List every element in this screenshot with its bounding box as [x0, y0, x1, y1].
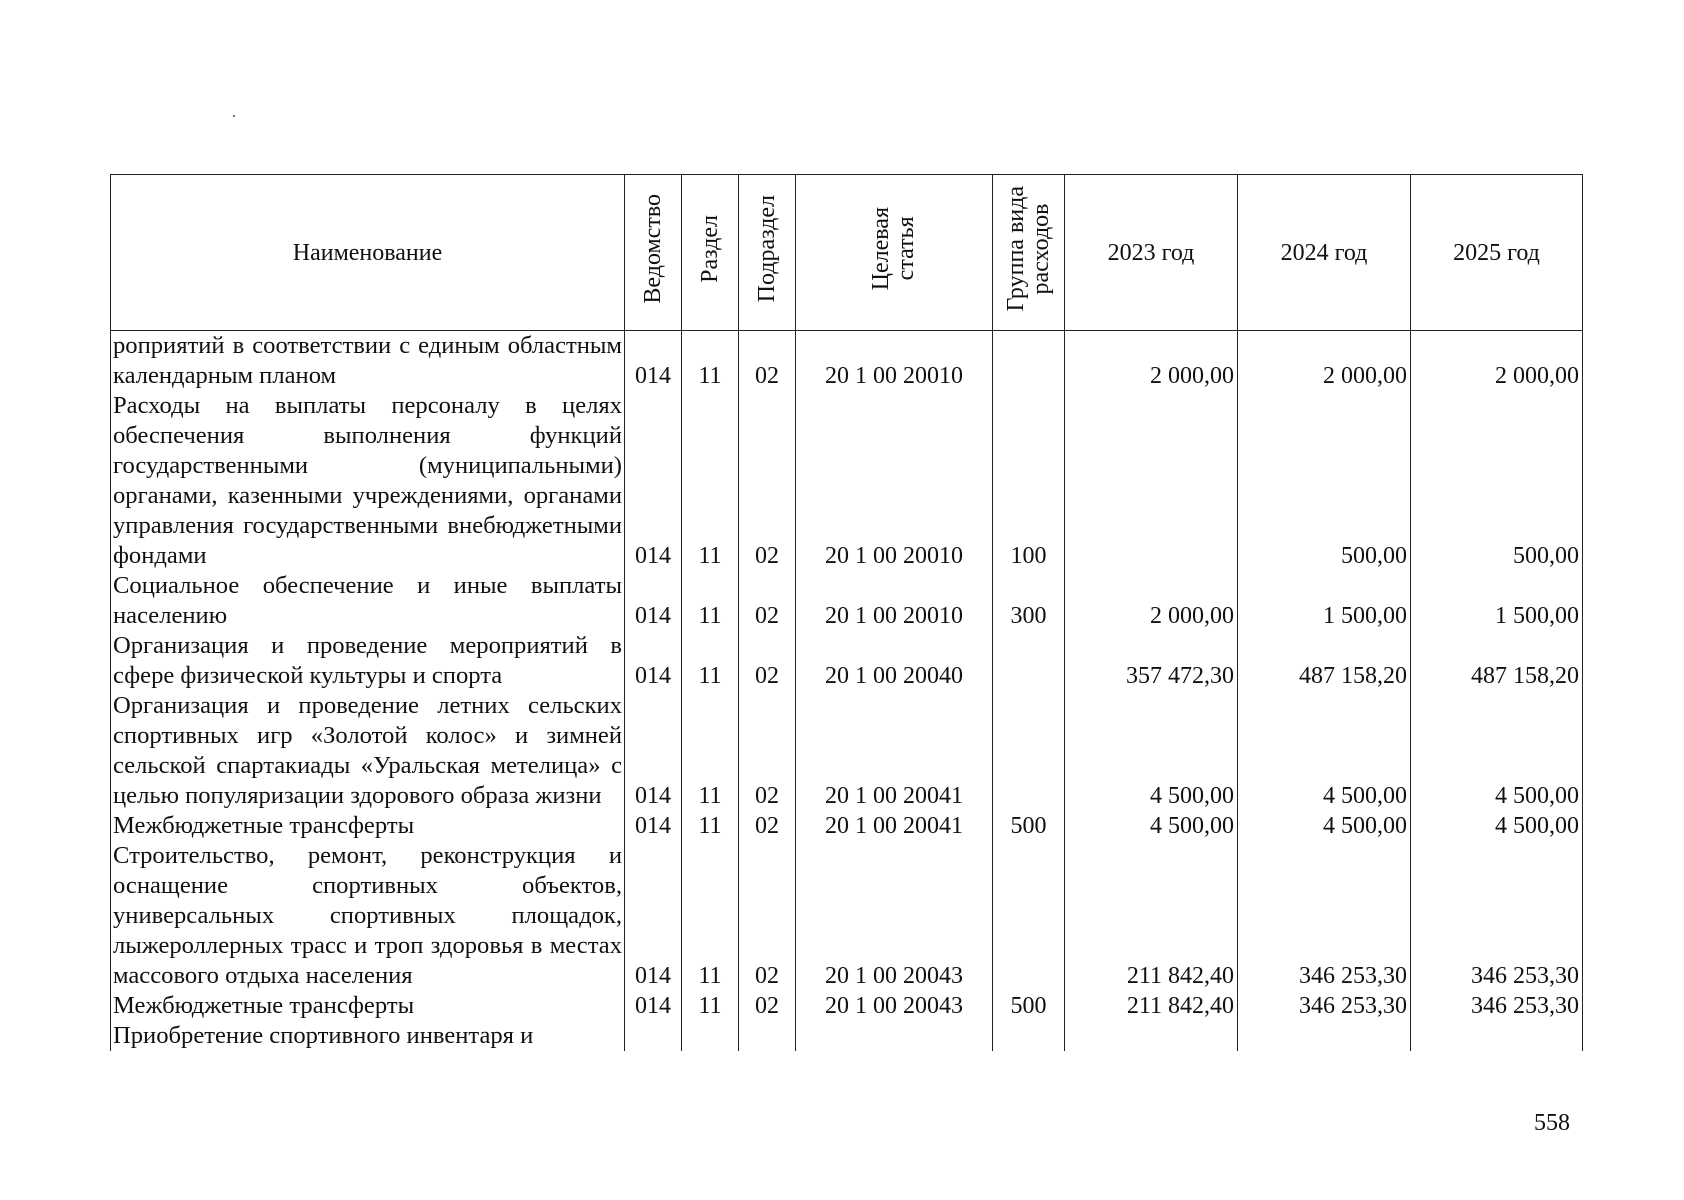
header-celevaya — [796, 175, 993, 331]
header-celevaya-label — [869, 207, 919, 290]
row-podrazdel: 02 — [739, 391, 796, 571]
row-celevaya: 20 1 00 20043 — [796, 991, 993, 1021]
row-gruppa: 300 — [993, 571, 1065, 631]
row-celevaya: 20 1 00 20010 — [796, 331, 993, 392]
row-name: Межбюджетные трансферты — [111, 811, 625, 841]
header-gruppa-line2: расходов — [1027, 203, 1054, 294]
row-2023 — [1065, 1021, 1238, 1051]
row-razdel: 11 — [682, 631, 739, 691]
page-number: 558 — [1534, 1110, 1570, 1136]
row-2025: 346 253,30 — [1411, 841, 1583, 991]
row-name: Организация и проведение мероприятий в сфере физической культуры и спорта — [111, 631, 625, 691]
row-podrazdel: 02 — [739, 841, 796, 991]
row-ved: 014 — [625, 811, 682, 841]
row-razdel: 11 — [682, 391, 739, 571]
table-row — [111, 1021, 1583, 1051]
header-gruppa-line1: Группа вида — [1002, 185, 1029, 312]
row-podrazdel: 02 — [739, 331, 796, 392]
row-2024 — [1238, 1021, 1411, 1051]
row-2023: 4 500,00 — [1065, 811, 1238, 841]
row-razdel: 11 — [682, 571, 739, 631]
row-2023 — [1065, 391, 1238, 571]
header-celevaya-line1: Целевая — [868, 206, 894, 291]
row-2024: 1 500,00 — [1238, 571, 1411, 631]
header-razdel-label: Раздел — [697, 214, 723, 283]
row-razdel: 11 — [682, 841, 739, 991]
row-podrazdel: 02 — [739, 991, 796, 1021]
row-ved: 014 — [625, 841, 682, 991]
row-2023: 211 842,40 — [1065, 991, 1238, 1021]
header-razdel — [682, 175, 739, 331]
row-razdel: 11 — [682, 811, 739, 841]
row-ved — [625, 1021, 682, 1051]
row-celevaya — [796, 1021, 993, 1051]
row-ved: 014 — [625, 991, 682, 1021]
row-gruppa — [993, 331, 1065, 392]
row-podrazdel: 02 — [739, 631, 796, 691]
header-podrazdel-label: Подраздел — [754, 194, 780, 303]
row-name: Расходы на выплаты персоналу в целях обеспечения выполнения функций государственными (муниципальными) органами, казенными учреждениями, органами управления государственными внебюджетными фондами — [111, 391, 625, 571]
row-celevaya: 20 1 00 20043 — [796, 841, 993, 991]
header-gruppa-label — [1004, 186, 1054, 311]
row-celevaya: 20 1 00 20010 — [796, 571, 993, 631]
row-2024: 4 500,00 — [1238, 691, 1411, 811]
row-celevaya: 20 1 00 20040 — [796, 631, 993, 691]
budget-table — [110, 174, 1583, 1051]
row-2024: 2 000,00 — [1238, 331, 1411, 392]
header-ved — [625, 175, 682, 331]
row-ved: 014 — [625, 331, 682, 392]
row-ved: 014 — [625, 691, 682, 811]
table-row — [111, 691, 1583, 811]
row-ved: 014 — [625, 571, 682, 631]
row-gruppa — [993, 1021, 1065, 1051]
row-2025 — [1411, 1021, 1583, 1051]
row-2025: 2 000,00 — [1411, 331, 1583, 392]
row-podrazdel: 02 — [739, 691, 796, 811]
row-2023: 2 000,00 — [1065, 571, 1238, 631]
row-2023: 211 842,40 — [1065, 841, 1238, 991]
table-row — [111, 991, 1583, 1021]
row-ved: 014 — [625, 391, 682, 571]
row-name: Организация и проведение летних сельских спортивных игр «Золотой колос» и зимней сельской спартакиады «Уральская метелица» с целью популяризации здорового образа жизни — [111, 691, 625, 811]
row-name: Межбюджетные трансферты — [111, 991, 625, 1021]
table-body — [111, 331, 1583, 1052]
row-razdel: 11 — [682, 691, 739, 811]
row-gruppa: 100 — [993, 391, 1065, 571]
row-2024: 346 253,30 — [1238, 841, 1411, 991]
row-ved: 014 — [625, 631, 682, 691]
row-gruppa: 500 — [993, 811, 1065, 841]
header-gruppa — [993, 175, 1065, 331]
row-2024: 487 158,20 — [1238, 631, 1411, 691]
scan-speck — [233, 115, 235, 117]
row-name: Социальное обеспечение и иные выплаты населению — [111, 571, 625, 631]
table-row — [111, 631, 1583, 691]
row-gruppa — [993, 631, 1065, 691]
header-name: Наименование — [111, 175, 625, 331]
row-gruppa: 500 — [993, 991, 1065, 1021]
row-gruppa — [993, 841, 1065, 991]
row-2025: 346 253,30 — [1411, 991, 1583, 1021]
row-razdel — [682, 1021, 739, 1051]
row-2025: 4 500,00 — [1411, 691, 1583, 811]
row-2024: 346 253,30 — [1238, 991, 1411, 1021]
row-2024: 500,00 — [1238, 391, 1411, 571]
row-podrazdel: 02 — [739, 571, 796, 631]
table-row — [111, 331, 1583, 392]
row-2023: 2 000,00 — [1065, 331, 1238, 392]
row-name: Строительство, ремонт, реконструкция и оснащение спортивных объектов, универсальных спортивных площадок, лыжероллерных трасс и троп здоровья в местах массового отдыха населения — [111, 841, 625, 991]
row-2023: 357 472,30 — [1065, 631, 1238, 691]
row-2023: 4 500,00 — [1065, 691, 1238, 811]
header-podrazdel — [739, 175, 796, 331]
table-header — [111, 175, 1583, 331]
row-name: роприятий в соответствии с единым областным календарным планом — [111, 331, 625, 392]
row-2025: 500,00 — [1411, 391, 1583, 571]
row-name: Приобретение спортивного инвентаря и — [111, 1021, 625, 1051]
header-2025: 2025 год — [1411, 175, 1583, 331]
row-2024: 4 500,00 — [1238, 811, 1411, 841]
row-2025: 487 158,20 — [1411, 631, 1583, 691]
row-2025: 1 500,00 — [1411, 571, 1583, 631]
table-row — [111, 811, 1583, 841]
header-celevaya-line2: статья — [893, 216, 919, 281]
row-2025: 4 500,00 — [1411, 811, 1583, 841]
row-celevaya: 20 1 00 20041 — [796, 811, 993, 841]
row-celevaya: 20 1 00 20041 — [796, 691, 993, 811]
row-celevaya: 20 1 00 20010 — [796, 391, 993, 571]
table-row — [111, 841, 1583, 991]
row-podrazdel — [739, 1021, 796, 1051]
table-row — [111, 571, 1583, 631]
row-razdel: 11 — [682, 991, 739, 1021]
row-razdel: 11 — [682, 331, 739, 392]
table-row — [111, 391, 1583, 571]
header-2023: 2023 год — [1065, 175, 1238, 331]
header-2024: 2024 год — [1238, 175, 1411, 331]
row-podrazdel: 02 — [739, 811, 796, 841]
row-gruppa — [993, 691, 1065, 811]
header-ved-label: Ведомство — [640, 193, 666, 304]
